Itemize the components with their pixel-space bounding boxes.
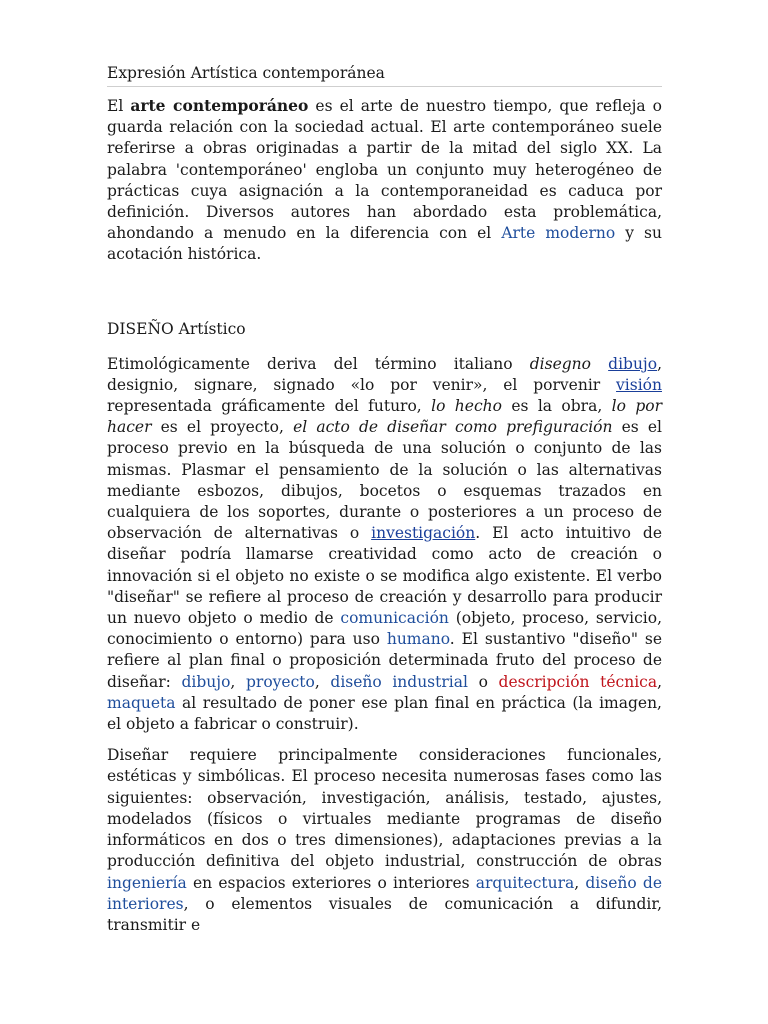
paragraph-etimologia <box>107 354 662 736</box>
bold-term: arte contemporáneo <box>130 96 309 115</box>
text-run: representada gráficamente del futuro, <box>107 397 432 416</box>
text-run: . El acto intuitivo de diseñar podría llamarse creatividad como acto de creación o innovación si el objeto no existe o se modifica algo existente. El verbo "diseñar" se refiere al proceso de creación y desarrollo para producir un nuevo objeto o medio de <box>107 524 663 628</box>
document-page <box>107 62 662 936</box>
link-comunicacion[interactable]: comunicación <box>340 609 449 628</box>
text-run: . El sustantivo "diseño" se refiere al plan final o proposición determinada fruto del proceso de diseñar: <box>107 630 663 691</box>
text-run: Etimológicamente deriva del término italiano <box>107 354 530 373</box>
text-run: , <box>657 672 663 691</box>
link-diseno-de-interiores[interactable]: diseño de interiores <box>107 873 662 913</box>
link-diseno-industrial[interactable]: diseño industrial <box>330 672 468 691</box>
text-run: y su acotación histórica. <box>107 224 662 264</box>
paragraph-disenar-requiere <box>107 745 662 936</box>
text-run: El <box>107 97 131 115</box>
text-run: , <box>314 672 331 691</box>
text-run: (objeto, proceso, servicio, conocimiento o entorno) para uso <box>107 609 662 649</box>
link-dibujo[interactable]: dibujo <box>608 354 658 373</box>
text-run: es el proceso previo en la búsqueda de una solución o conjunto de las mismas. Plasmar el pensamiento de la solución o las alternativas mediante esbozos, dibujos, bocetos o esquemas trazados en cualquiera de los soportes, durante o posteriores a un proceso de observación de alternativas o <box>107 418 662 543</box>
text-run: , <box>574 873 586 892</box>
link-ingenieria[interactable]: ingeniería <box>107 873 187 892</box>
text-run: es el proyecto, <box>151 418 294 437</box>
text-run: en espacios exteriores o interiores <box>186 873 476 892</box>
italic-term: disegno <box>529 354 591 373</box>
text-run: , designio, signare, signado «lo por venir», el porvenir <box>107 354 662 394</box>
link-humano[interactable]: humano <box>386 630 450 649</box>
italic-term: el acto de diseñar como prefiguración <box>293 418 613 437</box>
link-arte-moderno[interactable]: Arte moderno <box>501 224 616 243</box>
text-run <box>591 355 608 373</box>
document-heading: Expresión Artística contemporánea <box>107 62 662 87</box>
text-run: es el arte de nuestro tiempo, que refleja o guarda relación con la sociedad actual. El arte contemporáneo suele referirse a obras originadas a partir de la mitad del siglo XX. La palabra 'contemporáneo' engloba un conjunto muy heterogéneo de prácticas cuya asignación a la contemporaneidad es caduca por definición. Diversos autores han abordado esta problemática, ahondando a menudo en la diferencia con el <box>107 97 662 243</box>
italic-term: lo hecho <box>431 397 502 416</box>
italic-term: lo por hacer <box>107 397 662 437</box>
link-dibujo-2[interactable]: dibujo <box>181 672 231 691</box>
link-vision[interactable]: visión <box>616 375 662 394</box>
link-maqueta[interactable]: maqueta <box>107 693 176 712</box>
link-arquitectura[interactable]: arquitectura <box>475 873 575 892</box>
text-run: Diseñar requiere principalmente consideraciones funcionales, estéticas y simbólicas. El proceso necesita numerosas fases como las siguientes: observación, investigación, análisis, testado, ajustes, modelados (físicos o virtuales mediante programas de diseño informáticos en dos o tres dimensiones), adaptaciones previas a la producción definitiva del objeto industrial, construcción de obras <box>107 746 662 871</box>
text-run: , <box>230 672 246 691</box>
link-investigacion[interactable]: investigación <box>371 524 476 543</box>
text-run: al resultado de poner ese plan final en práctica (la imagen, el objeto a fabricar o construir). <box>107 693 662 734</box>
link-proyecto[interactable]: proyecto <box>245 672 315 691</box>
link-descripcion-tecnica[interactable]: descripción técnica <box>498 672 658 691</box>
paragraph-arte-contemporaneo <box>107 95 662 266</box>
text-run: , o elementos visuales de comunicación a difundir, transmitir e <box>107 894 662 934</box>
text-run: es la obra, <box>501 397 612 416</box>
text-run: o <box>467 672 499 691</box>
section-title: DISEÑO Artístico <box>107 319 246 338</box>
